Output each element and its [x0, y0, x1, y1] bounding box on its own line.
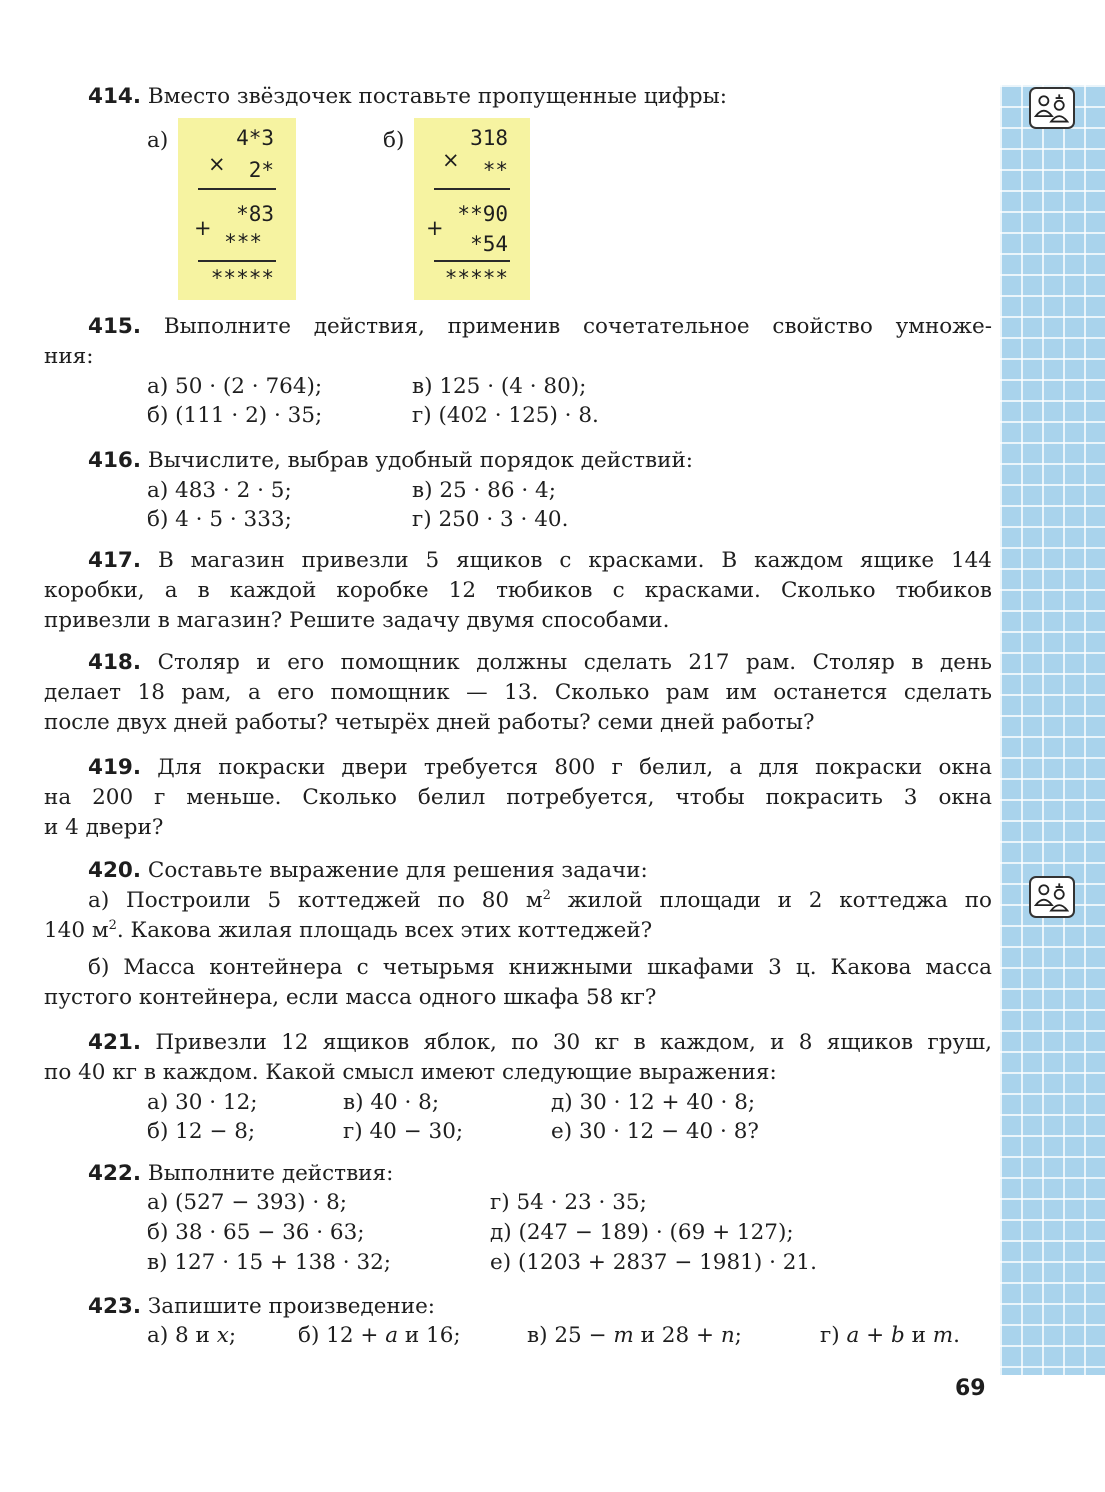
- page-number: 69: [955, 1376, 986, 1401]
- problem-text: привезли в магазин? Решите задачу двумя способами.: [44, 608, 670, 633]
- variant-label: а): [147, 128, 169, 153]
- list-item: в) 40 · 8;: [343, 1090, 440, 1115]
- list-item: б) 4 · 5 · 333;: [147, 507, 292, 532]
- problem-text: по 40 кг в каждом. Какой смысл имеют следующие выражения:: [44, 1060, 777, 1085]
- problem-text: Выполните действия:: [147, 1161, 394, 1186]
- factor: 2*: [248, 158, 274, 182]
- factor: 4*3: [236, 126, 274, 150]
- item-text: а) 8 и: [147, 1323, 217, 1348]
- item-text: +: [859, 1323, 892, 1348]
- item-text: .: [953, 1323, 961, 1348]
- list-item: а) 30 · 12;: [147, 1090, 258, 1115]
- problem-423-heading: [88, 1292, 435, 1322]
- partial-product: *83: [236, 202, 274, 226]
- problem-number: 421.: [88, 1030, 142, 1055]
- list-item: е) 30 · 12 − 40 · 8?: [551, 1119, 759, 1144]
- problem-number: 416.: [88, 448, 142, 473]
- partial-product: **90: [457, 202, 508, 226]
- variable: m: [932, 1323, 954, 1348]
- list-item: г) (402 · 125) · 8.: [412, 403, 599, 428]
- rule-line: [434, 260, 510, 262]
- variable: a: [385, 1323, 399, 1348]
- product: *****: [444, 266, 508, 290]
- list-item: [820, 1321, 960, 1351]
- problem-text: пустого контейнера, если масса одного шкафа 58 кг?: [44, 985, 657, 1010]
- rule-line: [198, 260, 276, 262]
- problem-text: ния:: [44, 344, 94, 369]
- problem-415: [44, 312, 992, 372]
- list-item: в) 125 · (4 · 80);: [412, 374, 587, 399]
- problem-text: Для покраски двери требуется 800 г белил, а для покраски окна: [157, 755, 993, 780]
- problem-420-heading: [88, 856, 648, 886]
- list-item: г) 40 − 30;: [343, 1119, 464, 1144]
- problem-414-heading: [88, 82, 727, 112]
- plus-sign: +: [426, 216, 444, 240]
- two-people-icon: [1029, 87, 1075, 129]
- list-item: в) 25 · 86 · 4;: [412, 478, 556, 503]
- list-item: [147, 1321, 236, 1351]
- list-item: г) 54 · 23 · 35;: [490, 1190, 647, 1215]
- variable: x: [216, 1323, 229, 1348]
- problem-text: и 4 двери?: [44, 815, 164, 840]
- item-text: ;: [228, 1323, 237, 1348]
- item-text: б) 12 +: [298, 1323, 386, 1348]
- list-item: а) 50 · (2 · 764);: [147, 374, 323, 399]
- list-item: [298, 1321, 461, 1351]
- problem-number: 422.: [88, 1161, 142, 1186]
- superscript: 2: [542, 887, 551, 903]
- problem-text: а) Построили 5 коттеджей по 80 м: [88, 888, 543, 913]
- list-item: г) 250 · 3 · 40.: [412, 507, 569, 532]
- variable: m: [613, 1323, 634, 1348]
- problem-text: Привезли 12 ящиков яблок, по 30 кг в каждом, и 8 ящиков груш,: [155, 1030, 992, 1055]
- list-item: [527, 1321, 742, 1351]
- two-people-icon: [1029, 876, 1075, 918]
- item-text: и: [904, 1323, 933, 1348]
- problem-419: [44, 753, 992, 843]
- multiplication-card-a: [178, 118, 296, 300]
- factor: **: [482, 158, 508, 182]
- item-text: г): [820, 1323, 847, 1348]
- item-text: в) 25 −: [527, 1323, 614, 1348]
- multiplication-card-b: [414, 118, 530, 300]
- margin-grid-decoration: [1000, 85, 1105, 1375]
- problem-420b: [44, 953, 992, 1013]
- times-sign: ×: [442, 148, 460, 172]
- list-item: б) 12 − 8;: [147, 1119, 256, 1144]
- partial-product: *54: [470, 232, 508, 256]
- problem-text: Составьте выражение для решения задачи:: [147, 858, 648, 883]
- product: *****: [210, 266, 274, 290]
- problem-text: Вычислите, выбрав удобный порядок действий:: [147, 448, 694, 473]
- superscript: 2: [108, 917, 117, 933]
- variable: b: [891, 1323, 905, 1348]
- problem-text: на 200 г меньше. Сколько белил потребуется, чтобы покрасить 3 окна: [44, 785, 992, 810]
- problem-text: Выполните действия, применив сочетательное свойство умноже-: [163, 314, 992, 339]
- problem-416-heading: [88, 446, 693, 476]
- problem-number: 423.: [88, 1294, 142, 1319]
- list-item: д) 30 · 12 + 40 · 8;: [551, 1090, 756, 1115]
- problem-text: жилой площади и 2 коттеджа по: [550, 888, 992, 913]
- list-item: в) 127 · 15 + 138 · 32;: [147, 1250, 392, 1275]
- problem-422-heading: [88, 1159, 393, 1189]
- problem-text: делает 18 рам, а его помощник — 13. Сколько рам им останется сделать: [44, 680, 992, 705]
- item-text: и 28 +: [633, 1323, 721, 1348]
- partial-product: ***: [224, 230, 262, 254]
- problem-number: 415.: [88, 314, 142, 339]
- problem-text: коробки, а в каждой коробке 12 тюбиков с красками. Сколько тюбиков: [44, 578, 992, 603]
- variable: a: [846, 1323, 860, 1348]
- variable: n: [720, 1323, 735, 1348]
- problem-number: 419.: [88, 755, 142, 780]
- problem-text: после двух дней работы? четырёх дней работы? семи дней работы?: [44, 710, 815, 735]
- problem-421: [44, 1028, 992, 1088]
- variant-label: б): [383, 128, 405, 153]
- item-text: и 16;: [398, 1323, 461, 1348]
- rule-line: [198, 188, 276, 190]
- problem-text: Столяр и его помощник должны сделать 217 рам. Столяр в день: [157, 650, 993, 675]
- problem-number: 418.: [88, 650, 142, 675]
- rule-line: [434, 188, 510, 190]
- list-item: а) (527 − 393) · 8;: [147, 1190, 347, 1215]
- list-item: д) (247 − 189) · (69 + 127);: [490, 1220, 794, 1245]
- problem-420a: [44, 886, 992, 946]
- problem-418: [44, 648, 992, 738]
- plus-sign: +: [194, 216, 212, 240]
- list-item: а) 483 · 2 · 5;: [147, 478, 292, 503]
- times-sign: ×: [208, 152, 226, 176]
- list-item: е) (1203 + 2837 − 1981) · 21.: [490, 1250, 817, 1275]
- problem-417: [44, 546, 992, 636]
- problem-number: 420.: [88, 858, 142, 883]
- problem-text: Запишите произведение:: [147, 1294, 436, 1319]
- list-item: б) 38 · 65 − 36 · 63;: [147, 1220, 365, 1245]
- problem-text: 140 м: [44, 918, 109, 943]
- problem-text: В магазин привезли 5 ящиков с красками. В каждом ящике 144: [157, 548, 992, 573]
- problem-text: . Какова жилая площадь всех этих коттеджей?: [116, 918, 653, 943]
- factor: 318: [470, 126, 508, 150]
- problem-number: 417.: [88, 548, 142, 573]
- list-item: б) (111 · 2) · 35;: [147, 403, 323, 428]
- problem-text: б) Масса контейнера с четырьмя книжными шкафами 3 ц. Какова масса: [88, 955, 992, 980]
- problem-text: Вместо звёздочек поставьте пропущенные цифры:: [147, 84, 727, 109]
- item-text: ;: [734, 1323, 742, 1348]
- problem-number: 414.: [88, 84, 142, 109]
